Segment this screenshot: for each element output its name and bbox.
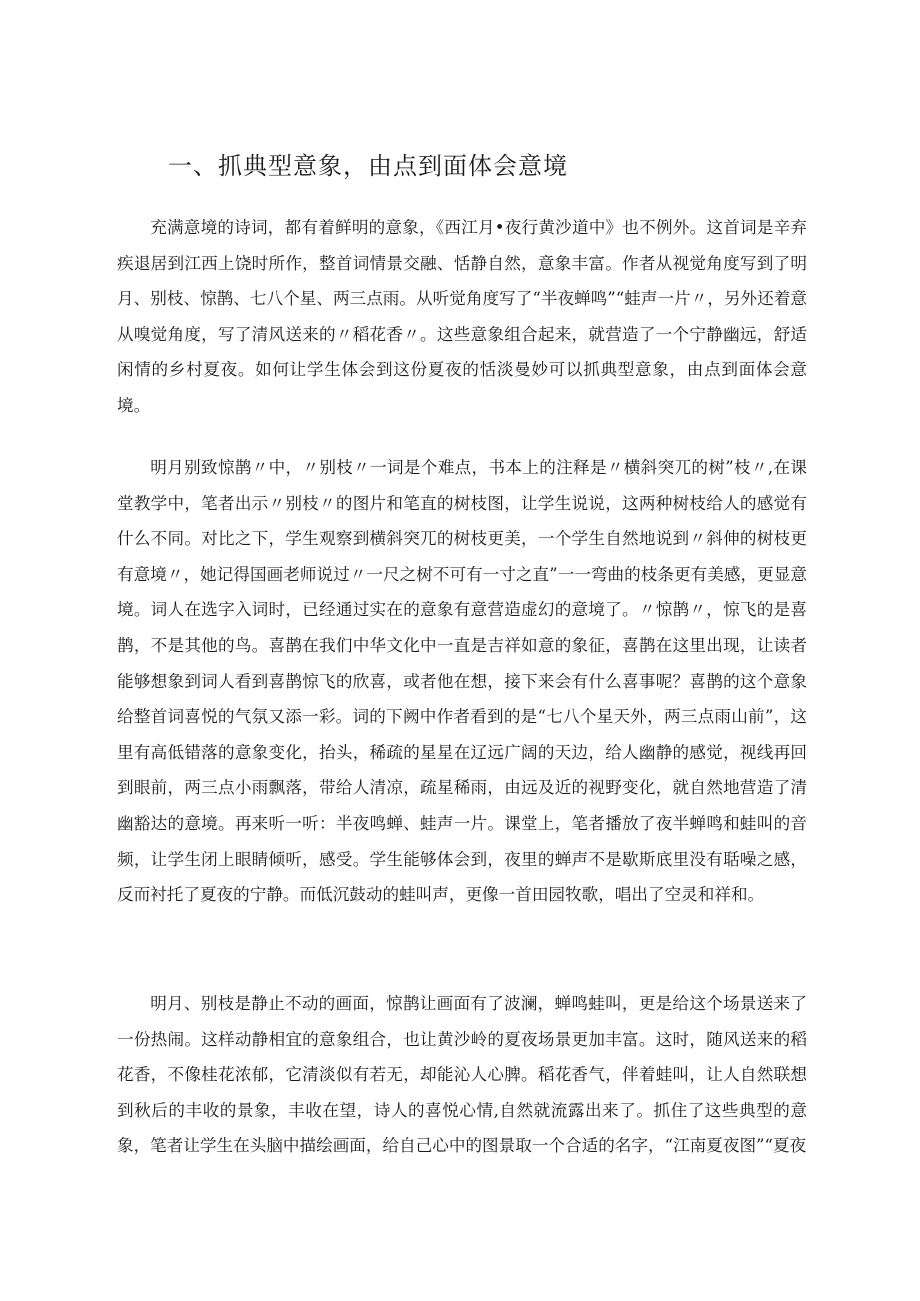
paragraph-3: 明月、别枝是静止不动的画面，惊鹊让画面有了波澜，蝉鸣蛙叫，更是给这个场景送来了一份热闹。这样动静相宜的意象组合，也让黄沙岭的夏夜场景更加丰富。这时，随风送来的稻花香，不像桂花浓郁，它清淡似有若无，却能沁人心脾。稻花香气，伴着蛙叫，让人自然联想到秋后的丰收的景象，丰收在望，诗人的喜悦心情,自然就流露出来了。抓住了这些典型的意象，笔者让学生在头脑中描绘画面，给自己心中的图景取一个合适的名字，“江南夏夜图”“夏夜 [117,994,807,1156]
paragraph-1: 充满意境的诗词，都有着鲜明的意象，《西江月•夜行黄沙道中》也不例外。这首词是辛弃疾退居到江西上饶时所作，整首词情景交融、恬静自然，意象丰富。作者从视觉角度写到了明月、别枝、惊鹊、七八个星、两三点雨。从听觉角度写了“半夜蝉鸣”“蛙声一片〃，另外还着意从嗅觉角度，写了清风送来的〃稻花香〃。这些意象组合起来，就营造了一个宁静幽远，舒适闲情的乡村夏夜。如何让学生体会到这份夏夜的恬淡曼妙可以抓典型意象，由点到面体会意境。 [117,218,807,415]
section-heading: 一、抓典型意象，由点到面体会意境 [168,152,568,180]
paragraph-2: 明月别致惊鹊〃中，〃别枝〃一词是个难点，书本上的注释是〃横斜突兀的树”枝〃,在课堂教学中，笔者出示〃别枝〃的图片和笔直的树枝图，让学生说说，这两种树枝给人的感觉有什么不同。对比之下，学生观察到横斜突兀的树枝更美，一个学生自然地说到〃斜伸的树枝更有意境〃，她记得国画老师说过〃一尺之树不可有一寸之直”一一弯曲的枝条更有美感，更显意境。词人在选字入词时，已经通过实在的意象有意营造虚幻的意境了。〃惊鹊〃，惊飞的是喜鹊，不是其他的鸟。喜鹊在我们中华文化中一直是吉祥如意的象征，喜鹊在这里出现，让读者能够想象到词人看到喜鹊惊飞的欣喜，或者他在想，接下来会有什么喜事呢？喜鹊的这个意象给整首词喜悦的气氛又添一彩。词的下阙中作者看到的是“七八个星天外，两三点雨山前”，这里有高低错落的意象变化，抬头，稀疏的星星在辽远广阔的天边，给人幽静的感觉，视线再回到眼前，两三点小雨飘落，带给人清凉，疏星稀雨，由远及近的视野变化，就自然地营造了清幽豁达的意境。再来听一听：半夜鸣蝉、蛙声一片。课堂上，笔者播放了夜半蝉鸣和蛙叫的音频，让学生闭上眼睛倾听，感受。学生能够体会到，夜里的蝉声不是歇斯底里没有聒噪之感，反而衬托了夏夜的宁静。而低沉鼓动的蛙叫声，更像一首田园牧歌，唱出了空灵和祥和。 [117,458,807,905]
